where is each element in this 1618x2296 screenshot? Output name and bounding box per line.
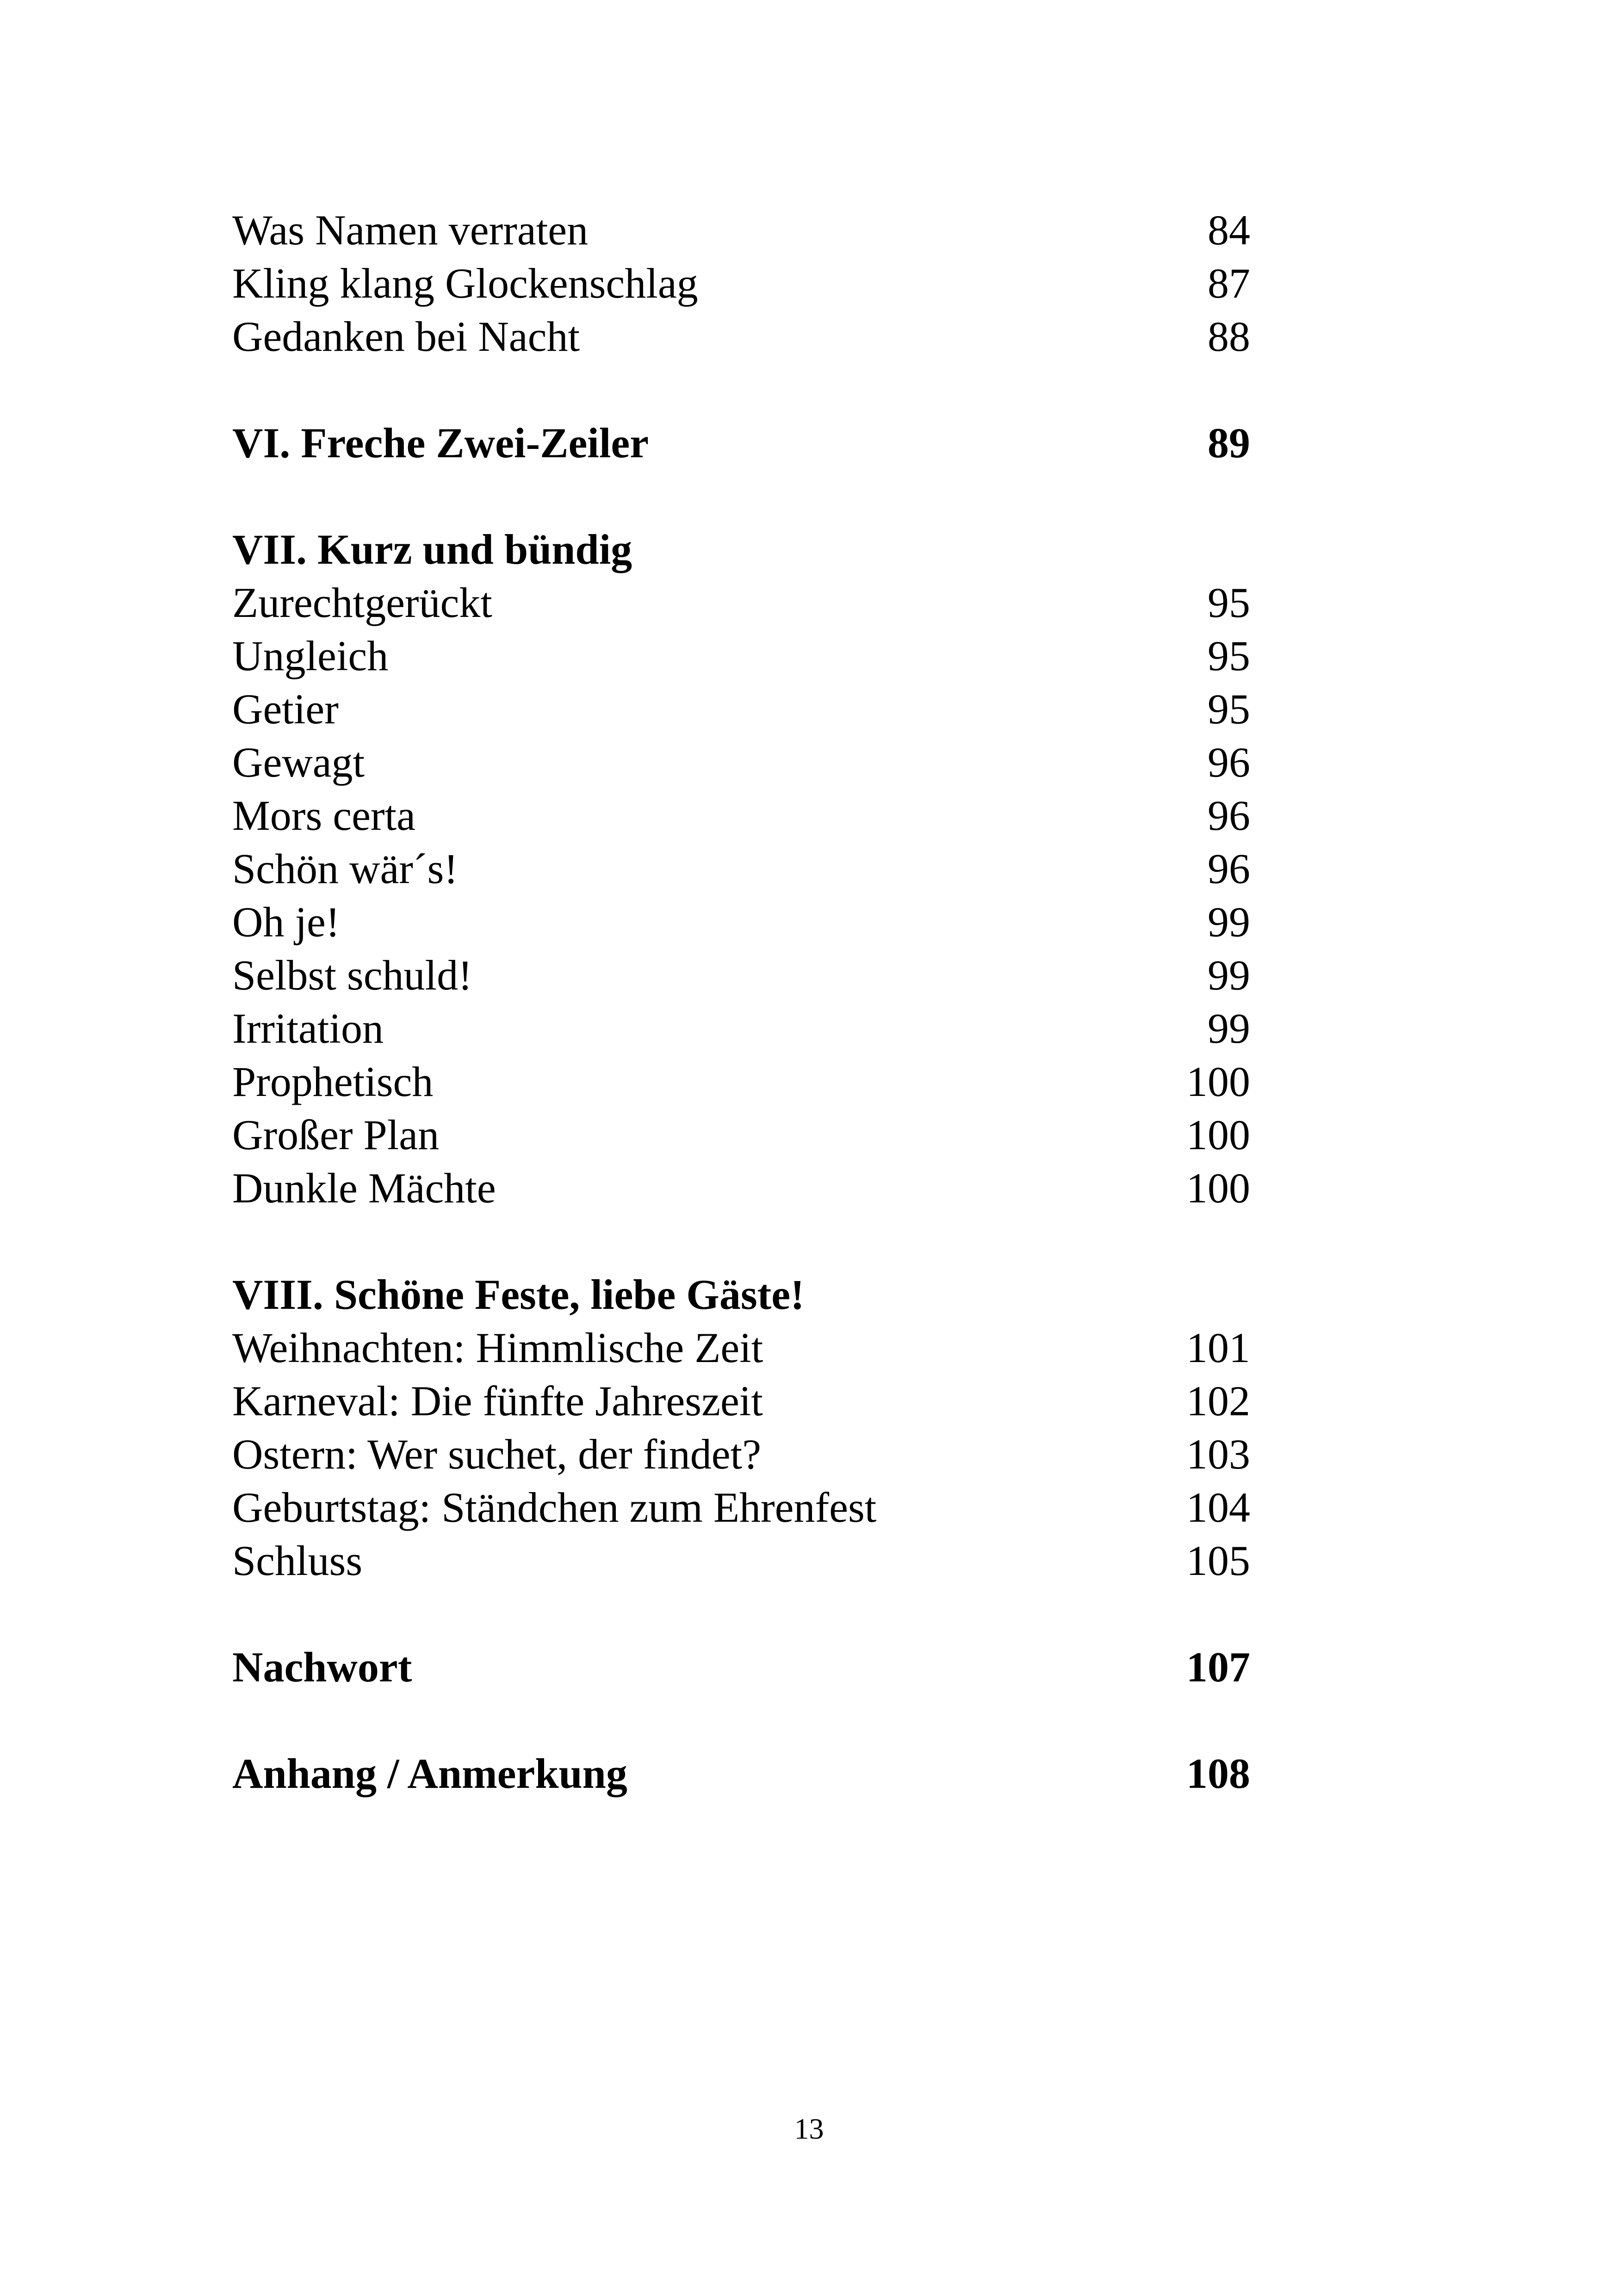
- toc-section-heading: [232, 523, 1250, 576]
- toc-entry-page: 108: [1186, 1750, 1250, 1797]
- toc-entry-title: Gewagt: [232, 739, 365, 786]
- toc-entry-page: 96: [1208, 739, 1250, 786]
- toc-entry-page: 89: [1208, 419, 1250, 467]
- toc-entry: [232, 1002, 1250, 1055]
- toc-entry: [232, 1162, 1250, 1215]
- toc-entry-page: 100: [1186, 1058, 1250, 1105]
- toc-entry: [232, 789, 1250, 842]
- toc-entry: [232, 1375, 1250, 1428]
- toc-entry-page: 107: [1186, 1643, 1250, 1691]
- toc-entry-title: Ostern: Wer suchet, der findet?: [232, 1431, 762, 1478]
- toc-entry-title: Schön wär´s!: [232, 845, 458, 892]
- toc-entry: [232, 1428, 1250, 1481]
- toc-spacer: [232, 1587, 1250, 1641]
- toc-entry: [232, 896, 1250, 949]
- toc-entry: [232, 257, 1250, 310]
- toc-entry-title: VIII. Schöne Feste, liebe Gäste!: [232, 1271, 805, 1318]
- toc-entry-page: 100: [1186, 1164, 1250, 1212]
- toc-spacer: [232, 1694, 1250, 1747]
- toc-spacer: [232, 1215, 1250, 1268]
- toc-entry: [232, 576, 1250, 629]
- toc-entry-title: VI. Freche Zwei-Zeiler: [232, 419, 649, 467]
- toc-entry: [232, 204, 1250, 257]
- toc-entry: [232, 1481, 1250, 1534]
- toc-entry-title: Kling klang Glockenschlag: [232, 260, 698, 307]
- toc-spacer: [232, 363, 1250, 417]
- toc-entry: [232, 949, 1250, 1002]
- toc-entry-title: Gedanken bei Nacht: [232, 313, 580, 360]
- toc-entry: [232, 1108, 1250, 1162]
- page-number: 13: [794, 2112, 824, 2145]
- toc-entry-title: Schluss: [232, 1537, 363, 1584]
- toc-entry: [232, 1321, 1250, 1375]
- toc-entry-title: Ungleich: [232, 632, 389, 679]
- toc-section-heading: [232, 1747, 1250, 1800]
- toc-entry: [232, 310, 1250, 363]
- toc-entry-page: 99: [1208, 952, 1250, 999]
- toc-entry-title: Großer Plan: [232, 1111, 440, 1158]
- toc-entry: [232, 736, 1250, 789]
- toc-entry-title: Zurechtgerückt: [232, 579, 492, 626]
- toc-entry-page: 96: [1208, 792, 1250, 839]
- toc-entry-title: Irritation: [232, 1005, 384, 1052]
- toc-entry-page: 84: [1208, 206, 1250, 254]
- table-of-contents: [232, 204, 1250, 1800]
- toc-section-heading: [232, 417, 1250, 470]
- toc-entry-title: Prophetisch: [232, 1058, 434, 1105]
- toc-entry-title: Karneval: Die fünfte Jahreszeit: [232, 1377, 763, 1425]
- toc-entry: [232, 1055, 1250, 1108]
- toc-entry-page: 100: [1186, 1111, 1250, 1158]
- toc-entry-page: 95: [1208, 685, 1250, 733]
- toc-entry-title: Anhang / Anmerkung: [232, 1750, 627, 1797]
- toc-entry-page: 95: [1208, 579, 1250, 626]
- toc-entry-title: Mors certa: [232, 792, 415, 839]
- toc-entry: [232, 629, 1250, 683]
- toc-entry-page: 88: [1208, 313, 1250, 360]
- toc-spacer: [232, 470, 1250, 523]
- toc-entry: [232, 1534, 1250, 1587]
- toc-entry-title: Dunkle Mächte: [232, 1164, 496, 1212]
- toc-entry-page: 96: [1208, 845, 1250, 892]
- toc-entry-page: 103: [1186, 1431, 1250, 1478]
- toc-entry: [232, 842, 1250, 896]
- toc-section-heading: [232, 1641, 1250, 1694]
- toc-entry-page: 105: [1186, 1537, 1250, 1584]
- toc-entry-title: VII. Kurz und bündig: [232, 526, 632, 573]
- toc-entry-page: 87: [1208, 260, 1250, 307]
- toc-entry-title: Geburtstag: Ständchen zum Ehrenfest: [232, 1484, 877, 1531]
- toc-entry-page: 95: [1208, 632, 1250, 679]
- toc-entry-page: 99: [1208, 898, 1250, 946]
- toc-entry-title: Nachwort: [232, 1643, 412, 1691]
- toc-entry-title: Getier: [232, 685, 339, 733]
- toc-section-heading: [232, 1268, 1250, 1321]
- toc-entry-page: 101: [1186, 1324, 1250, 1371]
- toc-entry-page: 104: [1186, 1484, 1250, 1531]
- toc-entry-title: Was Namen verraten: [232, 206, 589, 254]
- toc-entry-page: 102: [1186, 1377, 1250, 1425]
- toc-entry: [232, 683, 1250, 736]
- toc-entry-page: 99: [1208, 1005, 1250, 1052]
- toc-entry-title: Weihnachten: Himmlische Zeit: [232, 1324, 763, 1371]
- toc-entry-title: Selbst schuld!: [232, 952, 472, 999]
- toc-entry-title: Oh je!: [232, 898, 340, 946]
